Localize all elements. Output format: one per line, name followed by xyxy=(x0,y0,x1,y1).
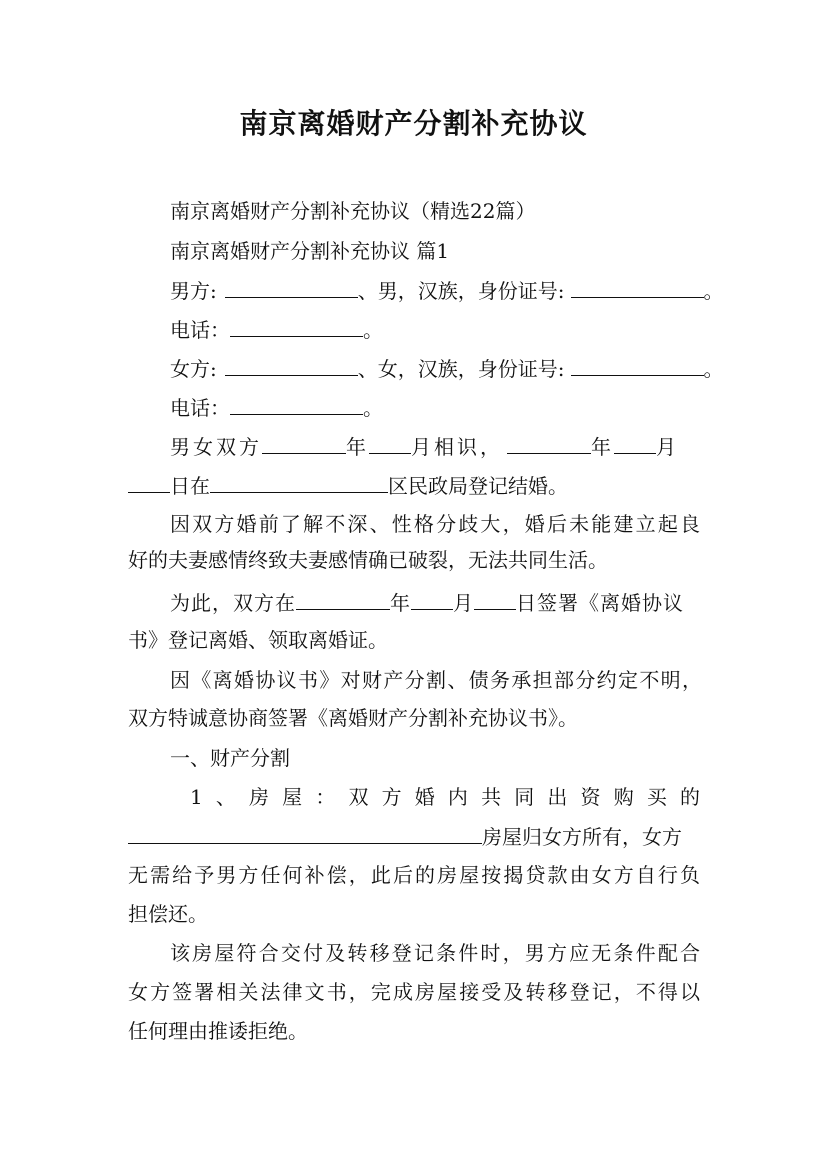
marry-day-label: 日在 xyxy=(170,474,210,498)
marry-month-label: 月 xyxy=(656,435,679,459)
house-line-1: 1、房屋：双方婚内共同出资购买的 xyxy=(190,785,700,809)
therefore-line-1 xyxy=(170,589,684,616)
subtitle-article: 南京离婚财产分割补充协议 篇1 xyxy=(170,239,450,263)
marriage-line-1 xyxy=(170,433,679,460)
unclear-line-2: 双方特诚意协商签署《离婚财产分割补充协议书》。 xyxy=(128,706,578,730)
house-line-3: 无需给予男方任何补偿，此后的房屋按揭贷款由女方自行负 xyxy=(128,863,700,887)
male-phone-blank xyxy=(230,316,363,337)
document-title: 南京离婚财产分割补充协议 xyxy=(239,107,588,140)
female-party-line xyxy=(170,355,724,382)
female-id-blank xyxy=(571,355,704,376)
male-phone-line xyxy=(170,316,383,343)
male-name-blank xyxy=(225,277,358,298)
sign-year-label: 年 xyxy=(390,591,411,615)
reason-line-1: 因双方婚前了解不深、性格分歧大，婚后未能建立起良 xyxy=(170,512,700,536)
transfer-line-2: 女方签署相关法律文书，完成房屋接受及转移登记，不得以 xyxy=(128,980,700,1004)
sign-month-blank xyxy=(411,589,453,610)
house-line-2-text: 房屋归女方所有，女方 xyxy=(482,825,682,849)
transfer-line-3: 任何理由推诿拒绝。 xyxy=(128,1019,308,1043)
male-party-line xyxy=(170,277,724,304)
meet-year-label: 年 xyxy=(346,435,369,459)
meet-month-label: 月相识， xyxy=(411,435,503,459)
male-id-blank xyxy=(571,277,704,298)
sign-day-blank xyxy=(474,589,516,610)
male-phone-period: 。 xyxy=(363,318,383,342)
female-phone-period: 。 xyxy=(363,396,383,420)
subtitle-selection: 南京离婚财产分割补充协议（精选22篇） xyxy=(170,199,536,223)
marry-year-blank xyxy=(507,433,591,454)
female-label: 女方: xyxy=(170,357,217,381)
meet-label: 男女双方 xyxy=(170,435,262,459)
therefore-label: 为此，双方在 xyxy=(170,591,296,615)
transfer-line-1: 该房屋符合交付及转移登记条件时，男方应无条件配合 xyxy=(170,941,700,965)
meet-year-blank xyxy=(262,433,346,454)
female-details-label: 、女，汉族，身份证号: xyxy=(357,357,565,381)
therefore-line-2: 书》登记离婚、领取离婚证。 xyxy=(128,628,388,652)
female-name-blank xyxy=(225,355,358,376)
registry-blank xyxy=(210,472,388,493)
house-line-2 xyxy=(128,823,682,850)
female-phone-blank xyxy=(230,394,363,415)
male-phone-label: 电话： xyxy=(170,318,230,342)
male-period: 。 xyxy=(703,279,724,303)
marry-day-blank xyxy=(128,472,170,493)
marry-month-blank xyxy=(614,433,656,454)
sign-day-label: 日签署《离婚协议 xyxy=(516,591,684,615)
male-details-label: 、男，汉族，身份证号: xyxy=(357,279,565,303)
sign-year-blank xyxy=(296,589,390,610)
reason-line-2: 好的夫妻感情终致夫妻感情确已破裂，无法共同生活。 xyxy=(128,548,608,572)
section-property-heading: 一、财产分割 xyxy=(170,746,290,770)
male-label: 男方: xyxy=(170,279,217,303)
house-line-4: 担偿还。 xyxy=(128,902,208,926)
sign-month-label: 月 xyxy=(453,591,474,615)
marry-year-label: 年 xyxy=(591,435,614,459)
female-phone-line xyxy=(170,394,383,421)
marriage-line-2 xyxy=(128,472,568,499)
unclear-line-1: 因《离婚协议书》对财产分割、债务承担部分约定不明， xyxy=(170,668,702,692)
female-period: 。 xyxy=(703,357,724,381)
female-phone-label: 电话： xyxy=(170,396,230,420)
house-address-blank xyxy=(128,823,482,844)
meet-month-blank xyxy=(369,433,411,454)
registry-label: 区民政局登记结婚。 xyxy=(388,474,568,498)
